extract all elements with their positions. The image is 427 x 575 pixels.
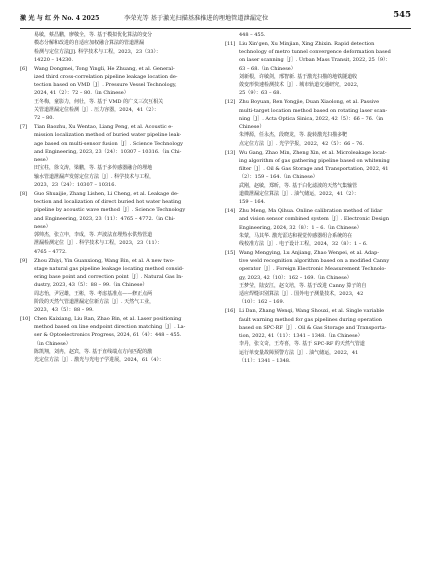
reference-entry — [20, 190, 206, 256]
reference-line: 63 – 68.（in Chinese） — [239, 65, 296, 72]
reference-line: 14220 – 14230. — [34, 56, 74, 63]
reference-number: [9] — [20, 257, 28, 264]
reference-line: tive weld recognition algorithm based on a modified Canny — [239, 258, 390, 265]
reference-entry — [20, 257, 206, 315]
reference-line: mission localization method of buried water pipeline leak- — [34, 132, 182, 139]
reference-line: and Engineering, 2023, 23（24）：10307 – 10316.（in Chi- — [34, 148, 182, 155]
reference-line: ning［J］. Acta Optica Sinica, 2022, 42（5）：66 – 76.（in — [239, 115, 384, 122]
reference-entry — [225, 98, 411, 148]
reference-number: [10] — [20, 315, 31, 322]
reference-entry — [225, 249, 411, 307]
reference-line: 光定位方法［J］. 激光与光电子学进展，2024，61（4）： — [34, 357, 164, 364]
reference-line: 周志怡，尹冠雄，王彬，等. 考虑基准点——修正点两 — [34, 290, 153, 297]
reference-number: [16] — [225, 308, 236, 315]
reference-number: [8] — [20, 190, 28, 197]
reference-line: 道微泄漏定位算法［J］. 油气储运，2022，41（2）： — [239, 190, 359, 197]
reference-line: 检测与定位方法[J]. 科学技术与工程，2023，23（33）： — [34, 48, 162, 55]
reference-line: 点定位方法［J］. 光学学报，2022，42（5）：66 – 76. — [239, 140, 364, 147]
reference-line: 敛变形快速检测技术［J］. 城市轨道交通研究，2022， — [239, 82, 362, 89]
reference-line: nese） — [34, 223, 51, 230]
reference-line: （in Chinese） — [34, 340, 71, 347]
reference-line: ing algorithm of gas gathering pipeline based on whitening — [239, 157, 390, 164]
article-running-title: 李荣光等 基于激光扫描基准推进的埋地管道泄漏定位 — [124, 15, 269, 22]
reference-line: method based on line endpoint direction matching［J］. La- — [34, 324, 186, 331]
reference-line: and Engineering, 2023, 23（11）：4765 – 4772.（in Chi- — [34, 215, 175, 222]
reference-line: （10）：162 – 169. — [239, 299, 285, 306]
reference-line: 陈凯翔，刘冉，赵宾，等. 基于直线端点方向匹配的激 — [34, 348, 153, 355]
reference-line: Liu Xin'gen, Xu Minjian, Xing Zhixin. Rapid detection — [239, 40, 375, 47]
reference-line: 2023，43（5）：88 – 99. — [34, 307, 94, 313]
reference-line: 25（9）：63 – 68. — [239, 90, 282, 97]
reference-line: 关管道泄漏定位检测［J］. 压力容器，2024，41（2）： — [34, 106, 159, 113]
reference-line: on laser scanning［J］. Urban Mass Transit, 2022, 25（9）： — [239, 57, 391, 64]
reference-line: ser & Optoelectronics Progress, 2024, 61（4）：448 – 455. — [34, 332, 182, 339]
reference-number: [13] — [225, 149, 236, 156]
reference-line: 4765 – 4772. — [34, 248, 67, 255]
reference-line: nese） — [34, 157, 51, 164]
reference-entry — [225, 149, 411, 207]
journal-issue: 激 光 与 红 外 No. 4 2025 — [20, 15, 100, 22]
reference-number: [15] — [225, 249, 236, 256]
reference-line: Li Dan, Zhang Wenqi, Wang Shouxi, et al. Single variable — [239, 308, 385, 315]
reference-line: 泄漏检测定位［J］. 科学技术与工程，2023，23（11）： — [34, 240, 163, 247]
reference-line: stage natural gas pipeline leakage locating method consid- — [34, 265, 184, 272]
reference-line: age based on multi-sensor fusion［J］. Science Technology — [34, 140, 183, 147]
reference-number: [12] — [225, 99, 236, 106]
reference-line: operator［J］. Foreign Electronic Measurement Technolo- — [239, 266, 387, 273]
reference-entry — [225, 307, 411, 365]
reference-line: 运行单变量故障预警方法［J］. 油气储运，2022，41 — [239, 349, 359, 356]
references-right-column — [225, 31, 411, 366]
reference-line: Wu Gang, Zhao Min, Zheng Xin, et al. Microleakage locat- — [239, 149, 387, 156]
reference-line: 王梦莹，陆安江，赵文培，等. 基于改进 Canny 算子的自 — [239, 282, 367, 289]
reference-line: 易敏，蔡昌鹏，廖敬全，等. 基于模拟优化算法的变分 — [34, 32, 153, 38]
reference-number: [14] — [225, 208, 236, 214]
references-left-column — [20, 31, 206, 365]
reference-line: 李丹，张文奇，王寿喜，等. 基于 SPC-RF 的天然气管道 — [239, 341, 365, 348]
reference-line: 武刚，赵敏，郑昕，等. 基于白化滤波的天然气集输管 — [239, 182, 358, 189]
reference-line: 2024, 41（2）：72 – 80.（in Chinese） — [34, 90, 129, 97]
reference-line: based on SPC-RF［J］. Oil & Gas Storage and Transporta- — [239, 324, 387, 331]
reference-line: tion, 2022, 41（11）：1341 – 1348.（in Chinese） — [239, 333, 363, 340]
reference-line: Chinese） — [239, 124, 265, 131]
reference-number: [7] — [20, 124, 28, 131]
reference-line: （2）：159 – 164.（in Chinese） — [239, 174, 318, 181]
reference-line: technology of metro tunnel convergence deformation based — [239, 49, 391, 56]
reference-line: 郭帅杰，张立申，李成，等. 声波法直埋热水供热管道 — [34, 232, 153, 239]
reference-line: 阶段的天然气管道泄漏定位新方法［J］. 天然气工业， — [34, 298, 155, 305]
reference-line: Zhou Zhiyi, Yin Guanxiong, Wang Bin, et al. A new two- — [34, 257, 175, 264]
reference-line: （11）：1341 – 1348. — [239, 357, 291, 364]
reference-entry — [20, 31, 206, 64]
reference-line: multi-target location method based on rotating laser scan- — [239, 107, 388, 114]
reference-entry — [20, 315, 206, 365]
reference-line: gy, 2023, 42（10）：162 – 169.（in Chinese） — [239, 274, 352, 281]
reference-line: Chen Kaixiang, Liu Ran, Zhao Bin, et al. Laser positioning — [34, 315, 182, 322]
reference-line: Tian Baozhu, Xu Wentao, Liang Peng, et al. Acoustic e- — [34, 124, 173, 131]
reference-line: 适应焊缝识别算法［J］. 国外电子测量技术，2023，42 — [239, 291, 364, 298]
reference-entry — [20, 65, 206, 123]
reference-number: [11] — [225, 40, 236, 47]
reference-line: tection based on VMD［J］. Pressure Vessel Technology, — [34, 82, 177, 89]
reference-line: Wang Mengying, Lu Anjiang, Zhao Wenpei, et al. Adap- — [239, 249, 380, 256]
reference-line: dustry, 2023, 43（5）：88 – 99.（in Chinese） — [34, 282, 148, 289]
reference-line: pipeline by acoustic wave method［J］. Science Technology — [34, 207, 186, 214]
reference-line: tection and localization of direct buried hot water heating — [34, 199, 182, 206]
reference-line: Zhu Boyuan, Ren Yongjie, Duan Xiaolong, et al. Passive — [239, 99, 380, 106]
reference-line: 线校准方法［J］. 电子设计工程，2024，32（8）：1 – 6. — [239, 241, 368, 247]
reference-line: 朱蒙，马其华. 激光雷达和视觉传感器组合系统的在 — [239, 232, 353, 239]
reference-entry — [225, 207, 411, 248]
reference-line: 448 – 455. — [239, 32, 266, 38]
reference-line: 159 – 164. — [239, 199, 266, 206]
running-header — [20, 10, 411, 29]
reference-line: 输水管道泄漏声发射定位方法［J］. 科学技术与工程， — [34, 173, 155, 180]
reference-entry — [20, 123, 206, 189]
reference-line: 王冬梅，童影力，何壮，等. 基于 VMD 的广义三次互相关 — [34, 98, 164, 105]
reference-line: fault warning method for gas pipelines during operation — [239, 316, 382, 323]
reference-number: [6] — [20, 65, 28, 72]
reference-line: ering base point and correction point［J］. Natural Gas In- — [34, 274, 184, 280]
reference-line: 刘新根，许敏剑，邢智新. 基于激光扫描的地铁隧道收 — [239, 73, 358, 80]
reference-line: 田宝柱，徐文涛，梁鹏，等. 基于多传感器融合的埋地 — [34, 165, 153, 172]
reference-line: Zhu Meng, Ma Qihua. Online calibration method of lidar — [239, 208, 383, 214]
reference-line: ized third cross-correlation pipeline leakage location de- — [34, 73, 178, 80]
reference-entry — [225, 31, 411, 39]
page-number: 545 — [393, 10, 411, 20]
reference-line: Wang Dongmei, Tong Yingli, He Zhuang, et al. General- — [34, 65, 175, 72]
reference-line: 2023，23（24）：10307 – 10316. — [34, 181, 117, 188]
reference-line: Guo Shuaijie, Zhang Lishen, Li Cheng, et al. Leakage de- — [34, 190, 179, 197]
reference-line: Engineering, 2024, 32（8）：1 – 6.（in Chinese） — [239, 224, 362, 231]
reference-line: 模态分解和改进的自适应加权融合算法的管道泄漏 — [34, 40, 145, 47]
reference-line: 72 – 80. — [34, 115, 54, 122]
reference-line: filter［J］. Oil & Gas Storage and Transportation, 2022, 41 — [239, 166, 389, 173]
reference-entry — [225, 40, 411, 98]
reference-line: and vision sensor combined system［J］. Electronic Design — [239, 216, 390, 223]
reference-line: 朱博源，任永杰，段晓龙，等. 旋转激光扫描多靶 — [239, 132, 348, 139]
